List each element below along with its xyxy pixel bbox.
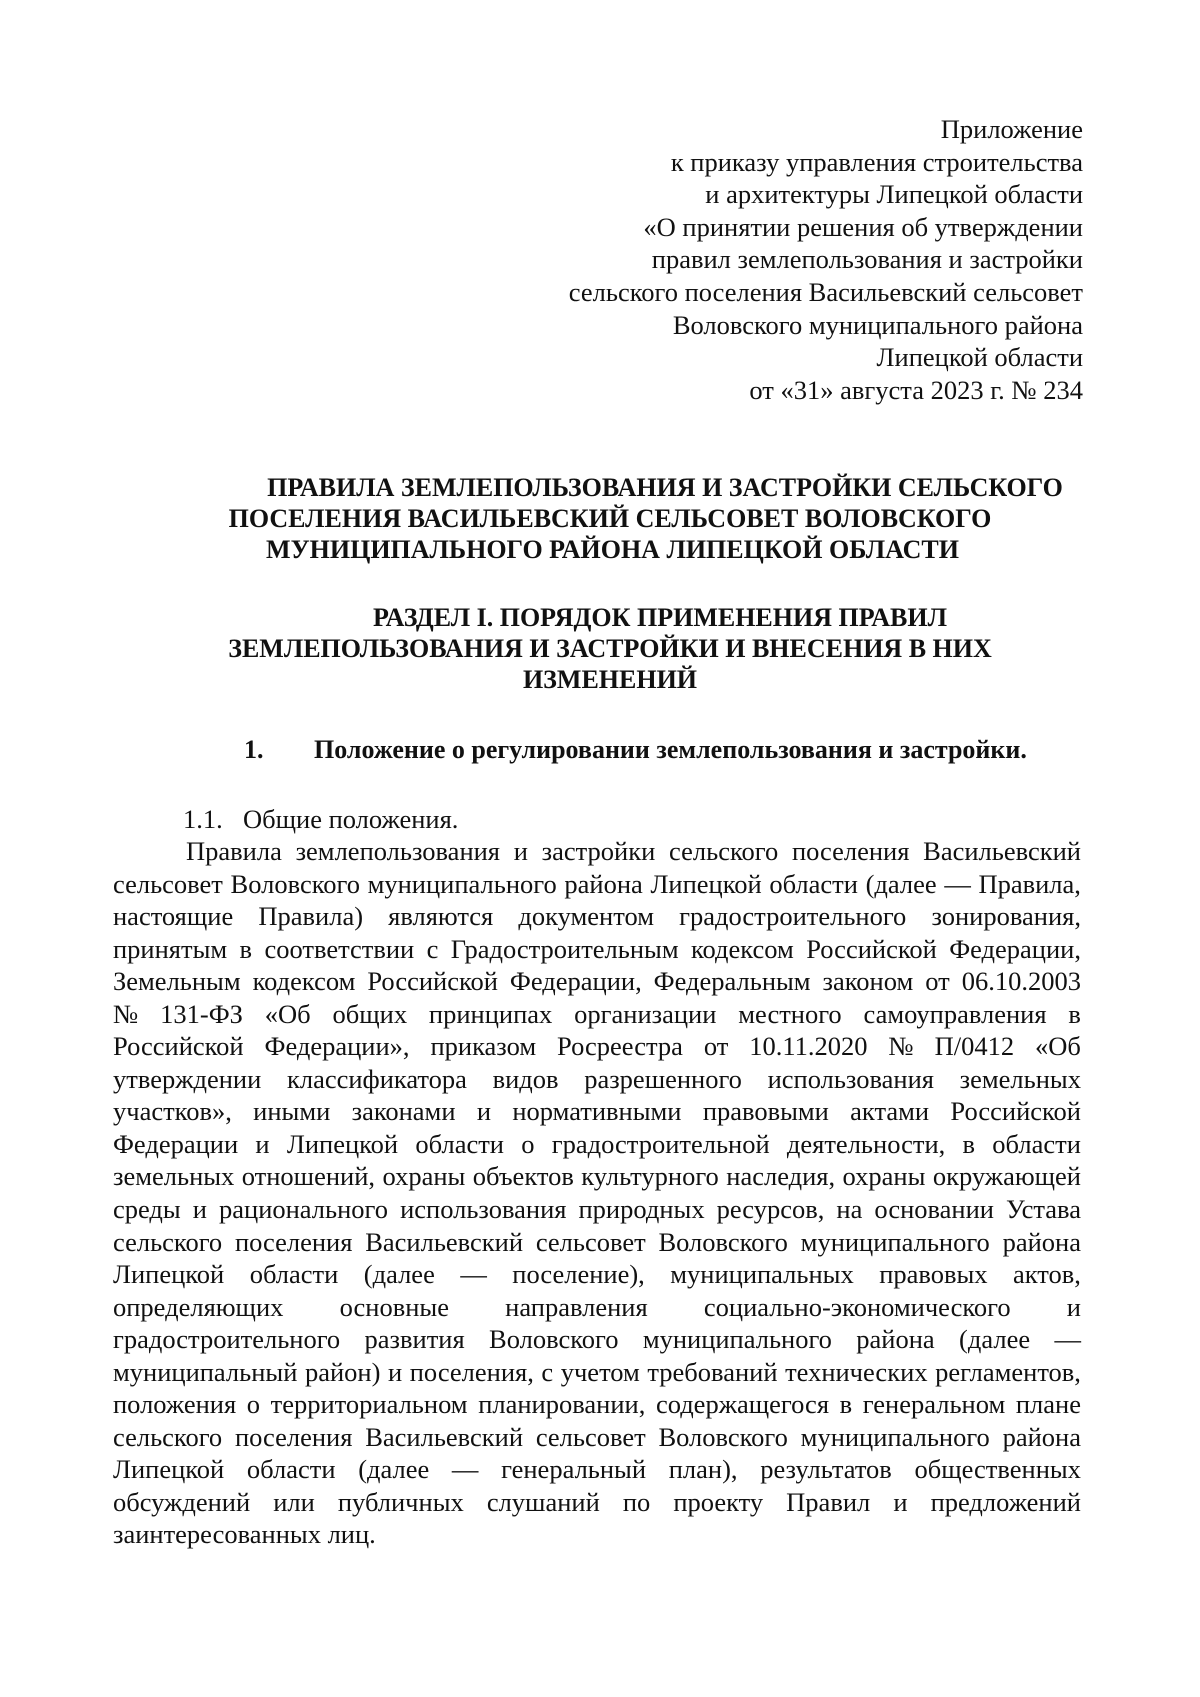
paragraph-line: Земельным кодексом Российской Федерации, Федеральным законом от 06.10.2003 — [113, 966, 1081, 997]
annex-line: Приложение — [940, 114, 1083, 144]
annex-line: Воловского муниципального района — [672, 309, 1083, 340]
paragraph-line: сельского поселения Васильевский сельсовет Воловского муниципального района — [113, 1421, 1081, 1452]
paragraph-line: муниципальный район) и поселения, с учетом требований технических регламентов, — [113, 1356, 1081, 1387]
subsection-number: 1. — [244, 735, 264, 764]
paragraph-line: Липецкой области (далее — поселение), муниципальных правовых актов, — [113, 1259, 1081, 1290]
paragraph-line: положения о территориальном планировании, содержащегося в генеральном плане — [113, 1389, 1081, 1420]
clause-number: 1.1. — [183, 804, 223, 834]
annex-line: к приказу управления строительства — [670, 146, 1083, 177]
annex-line: правил землепользования и застройки — [651, 244, 1083, 275]
annex-line: и архитектуры Липецкой области — [705, 179, 1083, 210]
title-line: ПРАВИЛА ЗЕМЛЕПОЛЬЗОВАНИЯ И ЗАСТРОЙКИ СЕЛЬСКОГО — [267, 473, 1063, 502]
paragraph-line: Российской Федерации», приказом Росреестра от 10.11.2020 № П/0412 «Об — [113, 1031, 1081, 1062]
paragraph-line: сельского поселения Васильевский сельсовет Воловского муниципального района — [113, 1226, 1081, 1257]
section-heading — [130, 602, 1090, 695]
body-paragraph — [113, 835, 1081, 1551]
title-line: МУНИЦИПАЛЬНОГО РАЙОНА ЛИПЕЦКОЙ ОБЛАСТИ — [266, 535, 959, 564]
annex-header — [463, 113, 1083, 406]
paragraph-line: Федерации и Липецкой области о градостроительной деятельности, в области — [113, 1128, 1081, 1159]
paragraph-line: градостроительного развития Воловского муниципального района (далее — — [113, 1324, 1081, 1355]
paragraph-line: участков», иными законами и нормативными правовыми актами Российской — [113, 1096, 1081, 1127]
annex-line: сельского поселения Васильевский сельсовет — [568, 276, 1083, 307]
paragraph-line: Правила землепользования и застройки сельского поселения Васильевский — [186, 836, 1081, 866]
subsection-title: Положение о регулировании землепользования и застройки. — [314, 735, 1027, 764]
paragraph-line: Липецкой области (далее — генеральный план), результатов общественных — [113, 1454, 1081, 1485]
paragraph-line: земельных отношений, охраны объектов культурного наследия, охраны окружающей — [113, 1161, 1081, 1192]
section-heading-line: ЗЕМЛЕПОЛЬЗОВАНИЯ И ЗАСТРОЙКИ И ВНЕСЕНИЯ В НИХ — [228, 634, 992, 663]
clause-title: Общие положения. — [243, 804, 459, 834]
clause-heading — [183, 803, 458, 835]
annex-line: Липецкой области — [876, 342, 1083, 373]
paragraph-line: среды и рационального использования природных ресурсов, на основании Устава — [113, 1194, 1081, 1225]
paragraph-line: заинтересованных лиц. — [113, 1519, 376, 1550]
paragraph-line: № 131-ФЗ «Об общих принципах организации местного самоуправления в — [113, 998, 1081, 1029]
paragraph-line: сельсовет Воловского муниципального района Липецкой области (далее — Правила, — [113, 868, 1081, 899]
document-title — [130, 472, 1090, 565]
subsection-heading — [244, 734, 1027, 765]
paragraph-line: утверждении классификатора видов разрешенного использования земельных — [113, 1063, 1081, 1094]
annex-line: от «31» августа 2023 г. № 234 — [749, 374, 1083, 405]
title-line: ПОСЕЛЕНИЯ ВАСИЛЬЕВСКИЙ СЕЛЬСОВЕТ ВОЛОВСКОГО — [228, 504, 992, 533]
paragraph-line: принятым в соответствии с Градостроительным кодексом Российской Федерации, — [113, 933, 1081, 964]
paragraph-line: определяющих основные направления социально-экономического и — [113, 1291, 1081, 1322]
paragraph-line: настоящие Правила) являются документом градостроительного зонирования, — [113, 901, 1081, 932]
section-heading-line: РАЗДЕЛ I. ПОРЯДОК ПРИМЕНЕНИЯ ПРАВИЛ — [373, 603, 947, 632]
section-heading-line: ИЗМЕНЕНИЙ — [522, 665, 698, 694]
annex-line: «О принятии решения об утверждении — [643, 211, 1083, 242]
paragraph-line: обсуждений или публичных слушаний по проекту Правил и предложений — [113, 1486, 1081, 1517]
